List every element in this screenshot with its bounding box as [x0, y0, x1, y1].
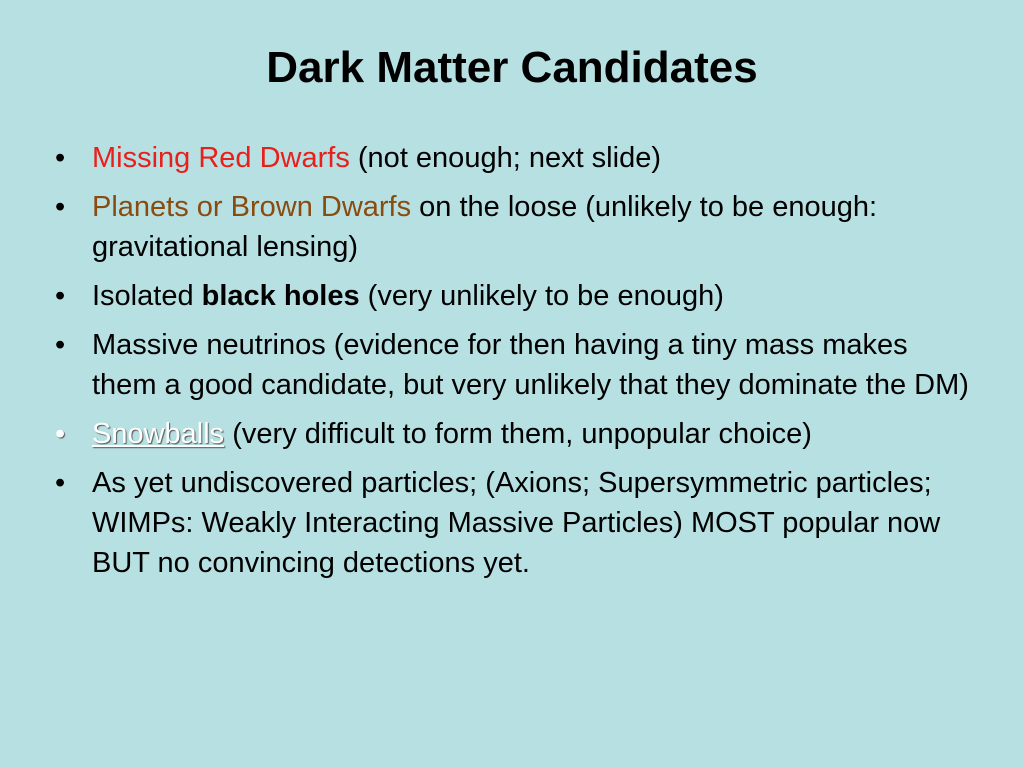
bullet-text: Massive neutrinos (evidence for then having a tiny mass makes them a good candidate, but very unlikely that they dominate the DM) [92, 329, 969, 401]
list-item [55, 276, 975, 316]
bullet-text: on the loose (unlikely to be enough: gravitational lensing) [92, 191, 878, 263]
list-item [55, 463, 975, 583]
slide-title: Dark Matter Candidates [266, 43, 758, 92]
bullet-bold-black-holes: black holes [201, 280, 360, 312]
bullet-text: As yet undiscovered particles; (Axions; Supersymmetric particles; WIMPs: Weakly Interacting Massive Particles) MOST popular now BUT no convincing detections yet. [92, 467, 941, 579]
list-item [55, 187, 975, 267]
bullet-dot-icon: • [55, 329, 66, 361]
list-item [55, 325, 975, 405]
bullet-dot-icon: • [55, 191, 66, 223]
list-item [55, 138, 975, 178]
bullet-text: (not enough; next slide) [349, 142, 661, 174]
bullet-highlight-snowballs: Snowballs [92, 418, 225, 450]
list-item [55, 414, 975, 454]
bullet-dot-icon: • [55, 142, 66, 174]
bullet-text: (very difficult to form them, unpopular choice) [224, 418, 812, 450]
bullet-dot-icon: • [55, 280, 66, 312]
bullet-prefix: Isolated [92, 280, 202, 312]
bullet-dot-icon: • [55, 418, 66, 450]
bullet-text: (very unlikely to be enough) [359, 280, 724, 312]
bullet-highlight-brown-dwarfs: Planets or Brown Dwarfs [92, 191, 412, 223]
bullet-dot-icon: • [55, 467, 66, 499]
bullet-list [55, 138, 975, 592]
bullet-highlight-red-dwarfs: Missing Red Dwarfs [92, 142, 350, 174]
